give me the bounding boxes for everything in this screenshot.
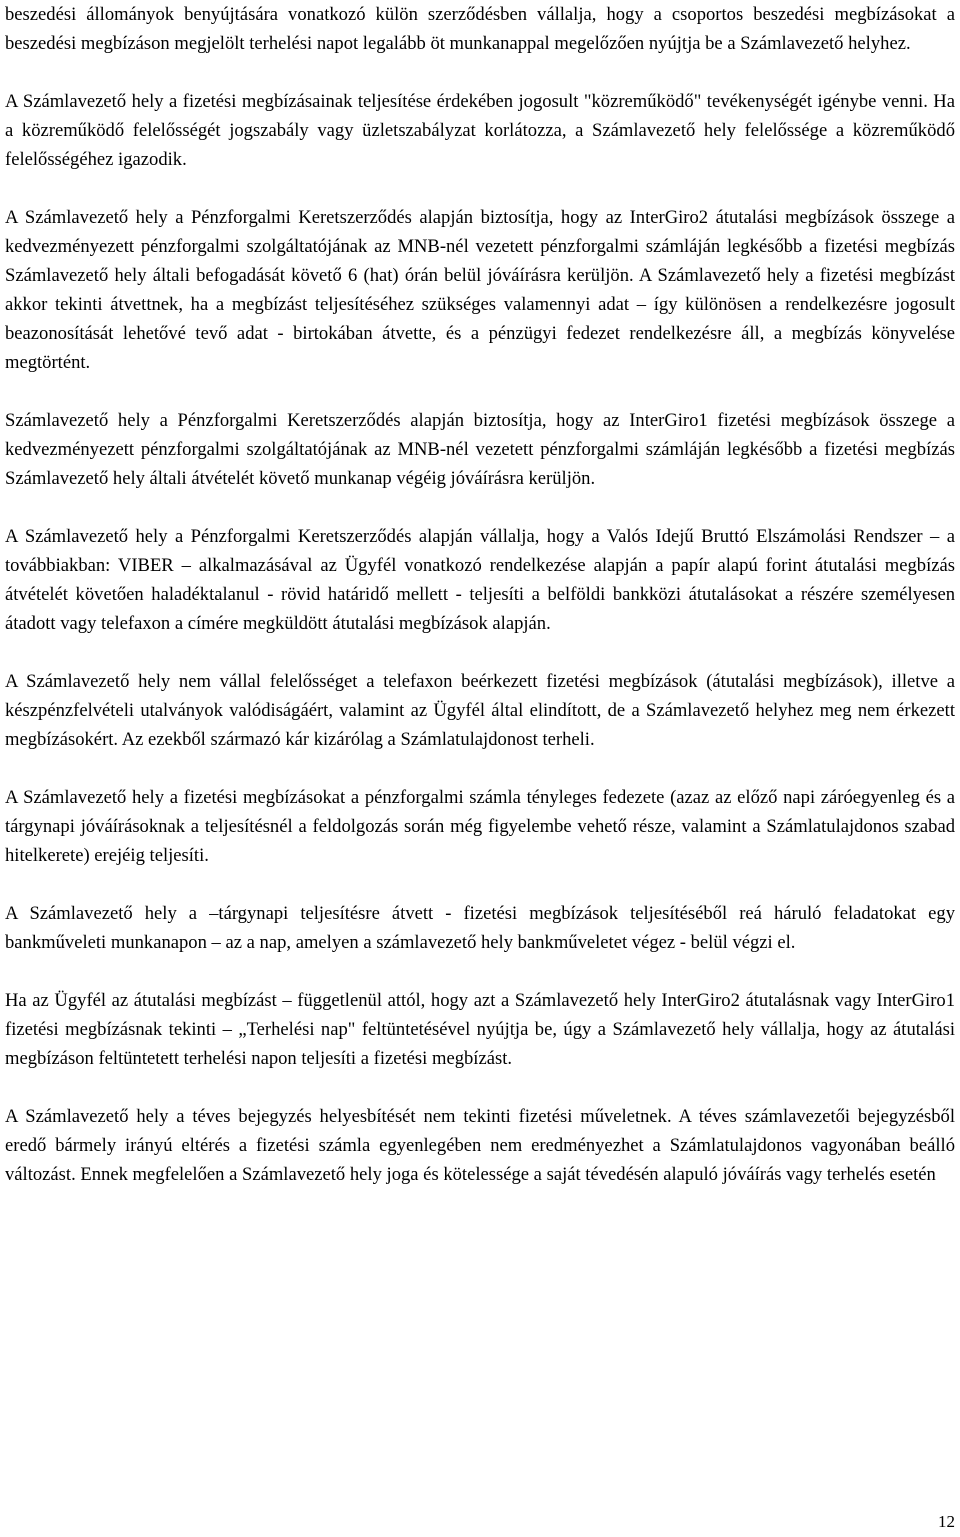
paragraph-1: beszedési állományok benyújtására vonatkozó külön szerződésben vállalja, hogy a csoportos beszedési megbízásokat a beszedési megbízáson megjelölt terhelési napot legalább öt munkanappal megelőzően nyújtja be a Számlavezető helyhez. xyxy=(5,4,955,54)
paragraph-9: Ha az Ügyfél az átutalási megbízást – függetlenül attól, hogy azt a Számlavezető hely InterGiro2 átutalásnak vagy InterGiro1 fizetési megbízásnak tekinti – „Terhelési nap" feltüntetésével nyújtja be, úgy a Számlavezető hely vállalja, hogy az átutalási megbízáson feltüntetett terhelési napon teljesíti a fizetési megbízást. xyxy=(5,990,955,1069)
paragraph-gap xyxy=(5,1073,955,1102)
paragraph-4: Számlavezető hely a Pénzforgalmi Keretszerződés alapján biztosítja, hogy az InterGiro1 fizetési megbízások összege a kedvezményezett pénzforgalmi szolgáltatójának az MNB-nél vezetett pénzforgalmi számláján legkésőbb a fizetési megbízás Számlavezető hely általi átvételét követő munkanap végéig jóváírásra kerüljön. xyxy=(5,410,955,489)
paragraph-3: A Számlavezető hely a Pénzforgalmi Keretszerződés alapján biztosítja, hogy az InterGiro2 átutalási megbízások összege a kedvezményezett pénzforgalmi szolgáltatójának az MNB-nél vezetett pénzforgalmi számláján legkésőbb a fizetési megbízás Számlavezető hely általi befogadását követő 6 (hat) órán belül jóváírásra kerüljön. A Számlavezető hely a fizetési megbízást akkor tekinti átvettnek, ha a megbízást teljesítéséhez szükséges valamennyi adat – így különösen a rendelkezésre jogosult beazonosítását lehetővé tevő adat - birtokában átvette, és a pénzügyi fedezet rendelkezésre áll, a megbízás könyvelése megtörtént. xyxy=(5,207,955,373)
document-page xyxy=(5,0,955,1189)
paragraph-2: A Számlavezető hely a fizetési megbízásainak teljesítése érdekében jogosult "közreműködő" tevékenységét igénybe venni. Ha a közreműködő felelősségét jogszabály vagy üzletszabályzat korlátozza, a Számlavezető hely felelőssége a közreműködő felelősségéhez igazodik. xyxy=(5,91,955,170)
paragraph-gap xyxy=(5,638,955,667)
paragraph-gap xyxy=(5,58,955,87)
paragraph-7: A Számlavezető hely a fizetési megbízásokat a pénzforgalmi számla tényleges fedezete (azaz az előző napi záróegyenleg és a tárgynapi jóváírásoknak a teljesítésnél a feldolgozás során még figyelembe vehető része, valamint a Számlatulajdonos szabad hitelkerete) erejéig teljesíti. xyxy=(5,787,955,866)
paragraph-gap xyxy=(5,377,955,406)
paragraph-gap xyxy=(5,493,955,522)
paragraph-gap xyxy=(5,870,955,899)
paragraph-8: A Számlavezető hely a –tárgynapi teljesítésre átvett - fizetési megbízások teljesítéséből reá háruló feladatokat egy bankműveleti munkanapon – az a nap, amelyen a számlavezető hely bankműveletet végez - belül végzi el. xyxy=(5,903,955,953)
paragraph-6: A Számlavezető hely nem vállal felelősséget a telefaxon beérkezett fizetési megbízások (átutalási megbízások), illetve a készpénzfelvételi utalványok valódiságáért, valamint az Ügyfél által elindított, de a Számlavezető helyhez meg nem érkezett megbízásokért. Az ezekből származó kár kizárólag a Számlatulajdonost terheli. xyxy=(5,671,955,750)
page-number: 12 xyxy=(938,1512,955,1531)
paragraph-10: A Számlavezető hely a téves bejegyzés helyesbítését nem tekinti fizetési műveletnek. A téves számlavezetői bejegyzésből eredő bármely irányú eltérés a fizetési számla egyenlegében nem eredményezhet a Számlatulajdonos vagyonában beálló változást. Ennek megfelelően a Számlavezető hely joga és kötelessége a saját tévedésén alapuló jóváírás vagy terhelés esetén xyxy=(5,1106,955,1185)
paragraph-gap xyxy=(5,957,955,986)
paragraph-5: A Számlavezető hely a Pénzforgalmi Keretszerződés alapján vállalja, hogy a Valós Idejű Bruttó Elszámolási Rendszer – a továbbiakban: VIBER – alkalmazásával az Ügyfél vonatkozó rendelkezése alapján a papír alapú forint átutalási megbízás átvételét követően haladéktalanul - rövid határidő mellett - teljesíti a belföldi bankközi átutalásokat a részére személyesen átadott vagy telefaxon a címére megküldött átutalási megbízások alapján. xyxy=(5,526,955,634)
paragraph-gap xyxy=(5,754,955,783)
paragraph-gap xyxy=(5,174,955,203)
